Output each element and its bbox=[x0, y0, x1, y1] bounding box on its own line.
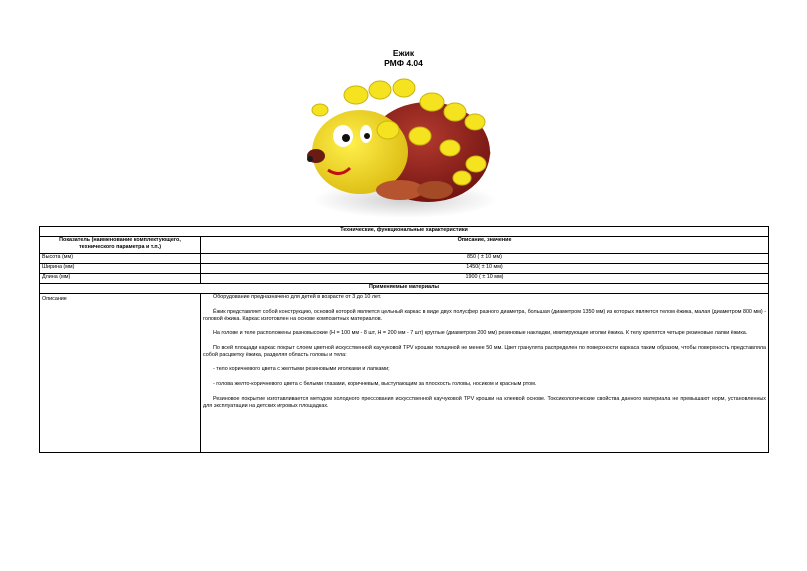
row-value: 850 ( ± 10 мм) bbox=[201, 254, 769, 264]
value-column-header: Описание, значение bbox=[201, 237, 769, 254]
description-paragraph: На голове и теле расположены разновысокие (H = 100 мм - 8 шт, H = 200 мм - 7 шт) круглые (диаметром 200 мм) резиновые накладки, имитирующие иголки ёжика. К телу крепятся четыре резиновые лапки ёжика. bbox=[213, 330, 748, 337]
row-value: 1900 ( ± 10 мм) bbox=[201, 274, 769, 284]
description-paragraph: - тело коричневого цвета с желтыми резиновыми иголками и лапками; bbox=[213, 366, 390, 373]
row-label: Высота (мм) bbox=[40, 254, 201, 264]
specifications-table bbox=[39, 226, 769, 453]
product-name: Ежик bbox=[392, 48, 415, 58]
hedgehog-photo bbox=[300, 72, 506, 222]
description-label: Описание bbox=[40, 294, 201, 453]
description-paragraph: Ёжик представляет собой конструкцию, основой которой является цельный каркас в виде двух полусфер разного диаметра, большая (диаметром 1350 мм) из которых является телом ёжика, малая (диаметром 800 мм) - головой ёжика. Каркас изготовлен на основе композитных материалов. bbox=[203, 308, 767, 322]
description-text bbox=[201, 294, 769, 453]
materials-section-header: Применяемые материалы bbox=[40, 284, 769, 294]
description-paragraph: Оборудование предназначено для детей в возрасте от 3 до 10 лет. bbox=[213, 294, 382, 300]
row-label: Длина (мм) bbox=[40, 274, 201, 284]
description-row bbox=[40, 294, 769, 453]
description-paragraph: Резиновое покрытие изготавливается методом холодного прессования искусственной каучуковой TPV крошки на клеевой основе. Токсикологические свойства данного материала не превышают норм, установленных для эксплуатации на детских игровых площадках. bbox=[203, 395, 767, 409]
description-paragraph: - голова желто-коричневого цвета с белыми глазами, коричневым, выступающим за плоскость головы, носиком и красным ртом. bbox=[213, 380, 537, 387]
specs-section-header: Технические, функциональные характеристики bbox=[40, 227, 769, 237]
param-column-header: Показатель (наименование комплектующего, технического параметра и т.п.) bbox=[40, 237, 201, 254]
table-row bbox=[40, 264, 769, 274]
row-label: Ширина (мм) bbox=[40, 264, 201, 274]
product-code: РМФ 4.04 bbox=[384, 58, 423, 68]
description-paragraph: По всей площади каркас покрыт слоем цветной искусственной каучуковой TPV крошки толщиной не менее 50 мм. Цвет гранулята распределен по поверхности каркаса таким образом, чтобы поверхность представляла собой расцветку ёжика, разделяя область головы и тела: bbox=[203, 344, 767, 358]
table-row bbox=[40, 254, 769, 264]
table-row bbox=[40, 274, 769, 284]
row-value: 1450( ± 10 мм) bbox=[201, 264, 769, 274]
